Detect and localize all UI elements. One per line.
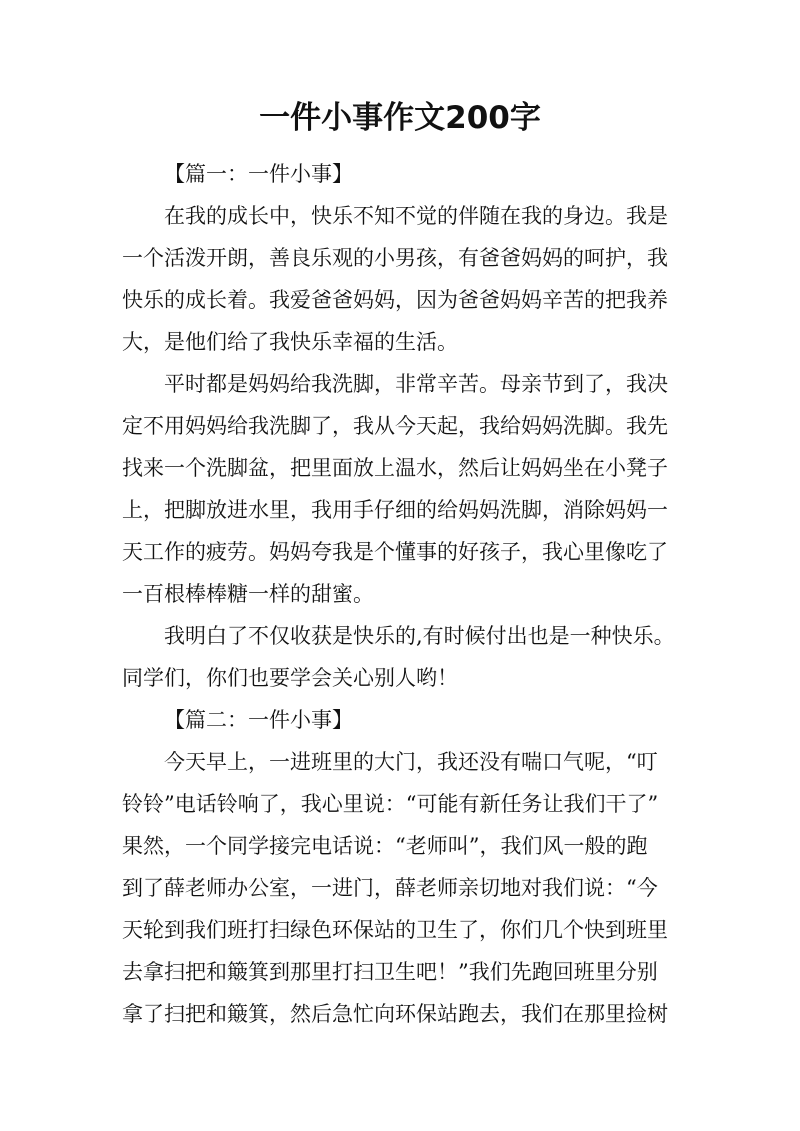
text-line: 找来一个洗脚盆，把里面放上温水，然后让妈妈坐在小凳子 [122, 456, 668, 480]
text-line: 今天早上，一进班里的大门，我还没有喘口气呢，“叮 [164, 750, 658, 774]
document-title: 一件小事作文200字 [259, 100, 541, 136]
text-line: 定不用妈妈给我洗脚了，我从今天起，我给妈妈洗脚。我先 [122, 414, 668, 438]
text-line: 上，把脚放进水里，我用手仔细的给妈妈洗脚，消除妈妈一 [122, 498, 668, 522]
section-heading: 【篇一：一件小事】 [164, 162, 353, 186]
text-line: 拿了扫把和簸箕，然后急忙向环保站跑去，我们在那里捡树 [122, 1002, 668, 1026]
text-line: 在我的成长中，快乐不知不觉的伴随在我的身边。我是 [164, 204, 668, 228]
text-line: 到了薛老师办公室，一进门，薛老师亲切地对我们说：“今 [122, 876, 658, 900]
text-line: 大，是他们给了我快乐幸福的生活。 [122, 330, 458, 354]
text-line: 一百根棒棒糖一样的甜蜜。 [122, 582, 374, 606]
text-line: 天工作的疲劳。妈妈夸我是个懂事的好孩子，我心里像吃了 [122, 540, 668, 564]
text-line: 去拿扫把和簸箕到那里打扫卫生吧！”我们先跑回班里分别 [122, 960, 658, 984]
text-line: 果然，一个同学接完电话说：“老师叫”，我们风一般的跑 [122, 834, 648, 858]
text-line: 平时都是妈妈给我洗脚，非常辛苦。母亲节到了，我决 [164, 372, 668, 396]
document-body [122, 153, 682, 1035]
text-line: 快乐的成长着。我爱爸爸妈妈，因为爸爸妈妈辛苦的把我养 [122, 288, 668, 312]
section-heading: 【篇二：一件小事】 [164, 708, 353, 732]
text-line: 我明白了不仅收获是快乐的,有时候付出也是一种快乐。 [164, 624, 675, 648]
text-line: 天轮到我们班打扫绿色环保站的卫生了，你们几个快到班里 [122, 918, 668, 942]
text-line: 铃铃”电话铃响了，我心里说：“可能有新任务让我们干了” [122, 792, 659, 816]
text-line: 一个活泼开朗，善良乐观的小男孩，有爸爸妈妈的呵护，我 [122, 246, 668, 270]
text-line: 同学们，你们也要学会关心别人哟！ [122, 666, 458, 690]
